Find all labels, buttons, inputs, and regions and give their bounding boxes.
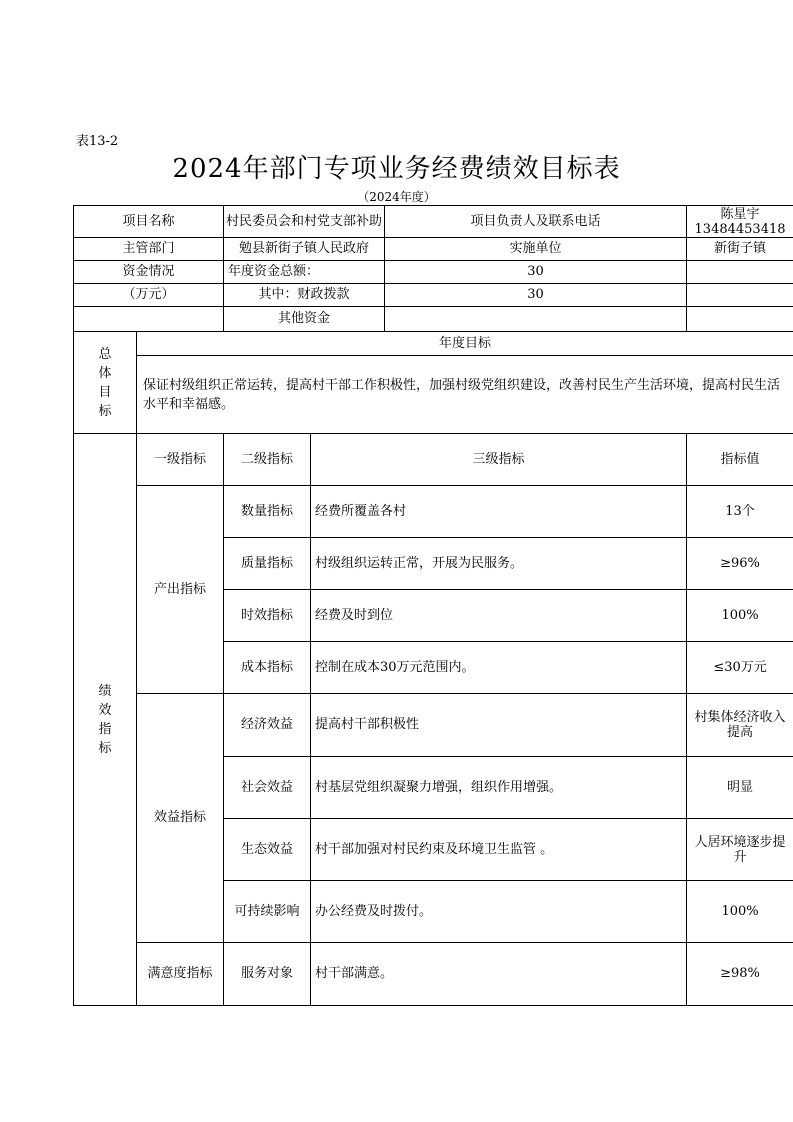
value-cell: 13个 [687,486,793,538]
value-cell: ≥98% [687,943,793,1006]
level2-cell: 质量指标 [224,538,311,590]
page-title: 2024年部门专项业务经费绩效目标表 [172,154,621,184]
blank-cell [74,307,224,332]
overall-side-label: 总体目标 [74,332,137,434]
fiscal-value: 30 [385,284,687,307]
level3-cell: 经费所覆盖各村 [311,486,687,538]
level1-output: 产出指标 [137,486,224,694]
value-cell: 人居环境逐步提升 [687,819,793,881]
other-funds-value [385,307,687,332]
value-cell: ≤30万元 [687,642,793,694]
level3-cell: 村干部加强对村民约束及环境卫生监管 。 [311,819,687,881]
level2-cell: 可持续影响 [224,881,311,943]
impl-label: 实施单位 [385,238,687,261]
level2-cell: 社会效益 [224,757,311,819]
dept-value: 勉县新街子镇人民政府 [224,238,385,261]
fiscal-extra [687,284,793,307]
annual-total-extra [687,261,793,284]
other-funds-extra [687,307,793,332]
project-name-value: 村民委员会和村党支部补助 [224,206,385,238]
table-number: 表13-2 [76,134,119,149]
impl-value: 新街子镇 [687,238,793,261]
level1-satisfaction: 满意度指标 [137,943,224,1006]
level3-cell: 村干部满意。 [311,943,687,1006]
value-cell: ≥96% [687,538,793,590]
col-level3: 三级指标 [311,434,687,486]
project-name-label: 项目名称 [74,206,224,238]
dept-label: 主管部门 [74,238,224,261]
other-funds-label: 其他资金 [224,307,385,332]
level2-cell: 数量指标 [224,486,311,538]
fiscal-label: 其中：财政拨款 [224,284,385,307]
level3-cell: 村级组织运转正常，开展为民服务。 [311,538,687,590]
level3-cell: 经费及时到位 [311,590,687,642]
value-cell: 村集体经济收入提高 [687,694,793,757]
performance-target-table [73,205,793,1006]
level3-cell: 控制在成本30万元范围内。 [311,642,687,694]
unit-label: （万元） [74,284,224,307]
manager-value: 陈星宇 13484453418 [687,206,793,238]
col-value: 指标值 [687,434,793,486]
level3-cell: 办公经费及时拨付。 [311,881,687,943]
level2-cell: 时效指标 [224,590,311,642]
manager-label: 项目负责人及联系电话 [385,206,687,238]
annual-goal-text: 保证村级组织正常运转，提高村干部工作积极性，加强村级党组织建设，改善村民生产生活环境，提高村民生活水平和幸福感。 [137,356,793,434]
level2-cell: 生态效益 [224,819,311,881]
annual-total-value: 30 [385,261,687,284]
level2-cell: 成本指标 [224,642,311,694]
value-cell: 明显 [687,757,793,819]
annual-goal-header: 年度目标 [137,332,793,356]
annual-total-label: 年度资金总额： [224,261,385,284]
col-level1: 一级指标 [137,434,224,486]
perf-side-label: 绩效指标 [74,434,137,1006]
level2-cell: 经济效益 [224,694,311,757]
funds-label: 资金情况 [74,261,224,284]
value-cell: 100% [687,590,793,642]
value-cell: 100% [687,881,793,943]
page-subtitle: （2024年度） [357,190,436,204]
level1-benefit: 效益指标 [137,694,224,943]
level2-cell: 服务对象 [224,943,311,1006]
col-level2: 二级指标 [224,434,311,486]
level3-cell: 提高村干部积极性 [311,694,687,757]
level3-cell: 村基层党组织凝聚力增强，组织作用增强。 [311,757,687,819]
